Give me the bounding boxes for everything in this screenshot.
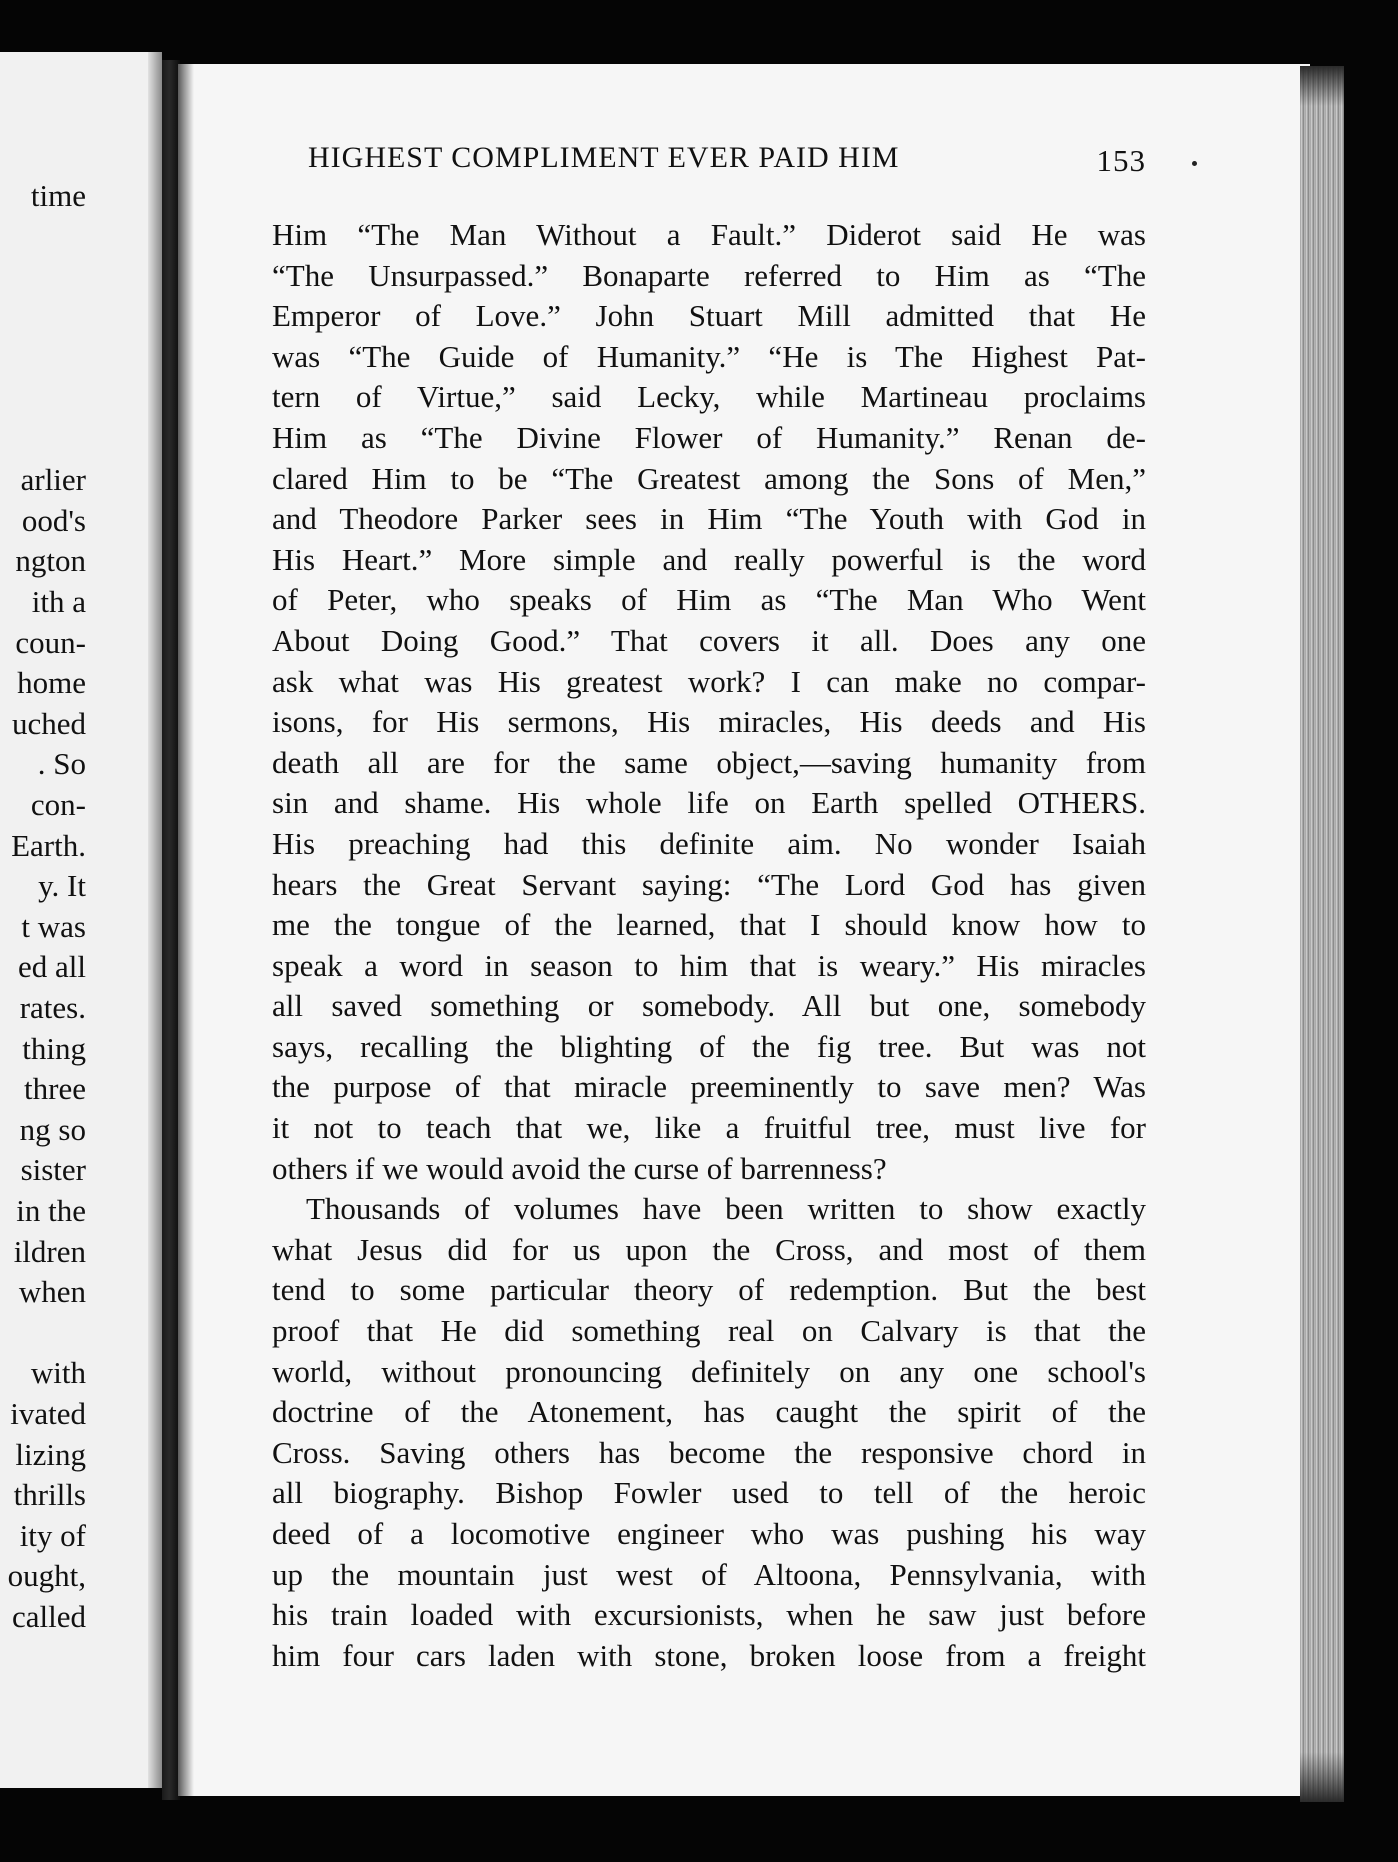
left-page-line-fragment: coun- (15, 624, 86, 660)
page-edge-top-shadow (1300, 66, 1344, 106)
left-page-line-fragment: ng so (19, 1111, 86, 1147)
body-text-line: About Doing Good.” That covers it all. Does any one (272, 622, 1146, 658)
left-page-line-fragment: lizing (15, 1436, 86, 1472)
left-page-line-fragment: with (30, 1355, 86, 1391)
body-text-line: up the mountain just west of Altoona, Pennsylvania, with (272, 1556, 1146, 1592)
body-text-line: Him “The Man Without a Fault.” Diderot said He was (272, 217, 1146, 252)
left-page-line-fragment: t was (21, 908, 86, 944)
left-page-line-fragment: uched (11, 705, 86, 741)
left-page-line-fragment: sister (20, 1152, 86, 1188)
body-text-line: tern of Virtue,” said Lecky, while Martineau proclaims (272, 379, 1146, 415)
body-text-line: Emperor of Love.” John Stuart Mill admitted that He (272, 298, 1146, 334)
body-text-line: death all are for the same object,—saving humanity from (272, 744, 1146, 780)
running-header (308, 141, 1146, 181)
left-page-line-fragment: ed all (18, 949, 86, 985)
left-page-line-fragment: thrills (13, 1477, 86, 1513)
left-page-line-fragment: arlier (20, 462, 86, 498)
left-page-line-fragment: rates. (19, 990, 86, 1025)
left-page-line-fragment: ought, (7, 1558, 86, 1594)
body-text-line: world, without pronouncing definitely on any one school's (272, 1353, 1146, 1389)
body-text-line: “The Unsurpassed.” Bonaparte referred to Him as “The (272, 257, 1146, 293)
left-page-line-fragment: when (18, 1274, 86, 1310)
left-page-line-fragment: time (30, 178, 86, 213)
body-text-line: says, recalling the blighting of the fig tree. But was not (272, 1028, 1146, 1064)
left-page-line-fragment: ood's (21, 502, 86, 538)
left-page-line-fragment: ivated (10, 1396, 86, 1431)
body-text-line: all biography. Bishop Fowler used to tell of the heroic (272, 1475, 1146, 1511)
body-text-line: and Theodore Parker sees in Him “The Youth with God in (272, 501, 1146, 537)
left-page-line-fragment: in the (16, 1193, 86, 1228)
body-text-line: hears the Great Servant saying: “The Lord God has given (272, 866, 1146, 902)
left-page-line-fragment: three (24, 1071, 86, 1107)
body-text-line: me the tongue of the learned, that I should know how to (272, 907, 1146, 943)
body-text-line: of Peter, who speaks of Him as “The Man Who Went (272, 582, 1146, 618)
body-text-line: Cross. Saving others has become the responsive chord in (272, 1434, 1146, 1470)
body-text-line: ask what was His greatest work? I can make no compar- (272, 663, 1146, 699)
body-text-line: what Jesus did for us upon the Cross, and most of them (272, 1231, 1146, 1267)
body-text-line: all saved something or somebody. All but one, somebody (272, 988, 1146, 1024)
page-edge-stack (1300, 66, 1344, 1802)
left-page-gutter-shadow (148, 52, 162, 1788)
left-page-line-fragment: ith a (31, 584, 86, 619)
left-page-line-fragment: . So (37, 746, 86, 782)
left-page-line-fragment: home (17, 665, 86, 701)
left-page-line-fragment: ity of (19, 1517, 86, 1553)
running-header-title: HIGHEST COMPLIMENT EVER PAID HIM (308, 141, 900, 174)
body-text-line: speak a word in season to him that is weary.” His miracles (272, 947, 1146, 983)
body-text-line: his train loaded with excursionists, when he saw just before (272, 1597, 1146, 1633)
body-text-line: proof that He did something real on Calvary is that the (272, 1313, 1146, 1349)
body-text-line: sin and shame. His whole life on Earth spelled OTHERS. (272, 785, 1146, 821)
page-number: 153 (1096, 143, 1146, 178)
body-text-line: him four cars laden with stone, broken loose from a freight (272, 1637, 1146, 1673)
body-text-line: His Heart.” More simple and really powerful is the word (272, 541, 1146, 577)
body-text-line: the purpose of that miracle preeminently to save men? Was (272, 1069, 1146, 1105)
margin-speck (1192, 161, 1197, 166)
left-page-line-fragment: thing (22, 1030, 86, 1066)
body-text-line: Him as “The Divine Flower of Humanity.” Renan de- (272, 419, 1146, 455)
body-text-line: others if we would avoid the curse of barrenness? (272, 1150, 887, 1186)
body-text-line: was “The Guide of Humanity.” “He is The Highest Pat- (272, 338, 1146, 374)
body-text-line: clared Him to be “The Greatest among the Sons of Men,” (272, 460, 1146, 496)
left-page-line-fragment: ngton (15, 543, 86, 579)
page-edge-bottom-shadow (1300, 1752, 1344, 1802)
left-facing-page (0, 52, 162, 1788)
left-page-line-fragment: y. It (38, 868, 86, 904)
body-text-line: it not to teach that we, like a fruitful tree, must live for (272, 1110, 1146, 1146)
body-text (272, 215, 1146, 1676)
body-text-line: doctrine of the Atonement, has caught the spirit of the (272, 1394, 1146, 1430)
left-page-line-fragment: called (11, 1599, 86, 1634)
left-page-line-fragment: ildren (13, 1233, 86, 1269)
left-page-line-fragment: con- (30, 787, 86, 822)
body-text-line: His preaching had this definite aim. No wonder Isaiah (272, 825, 1146, 861)
body-text-line: tend to some particular theory of redemption. But the best (272, 1272, 1146, 1308)
body-text-line: deed of a locomotive engineer who was pushing his way (272, 1516, 1146, 1551)
left-page-line-fragment: Earth. (11, 827, 86, 863)
right-page-gutter-shadow (178, 64, 194, 1796)
body-text-line: isons, for His sermons, His miracles, His deeds and His (272, 704, 1146, 740)
body-text-line: Thousands of volumes have been written to show exactly (306, 1191, 1146, 1227)
